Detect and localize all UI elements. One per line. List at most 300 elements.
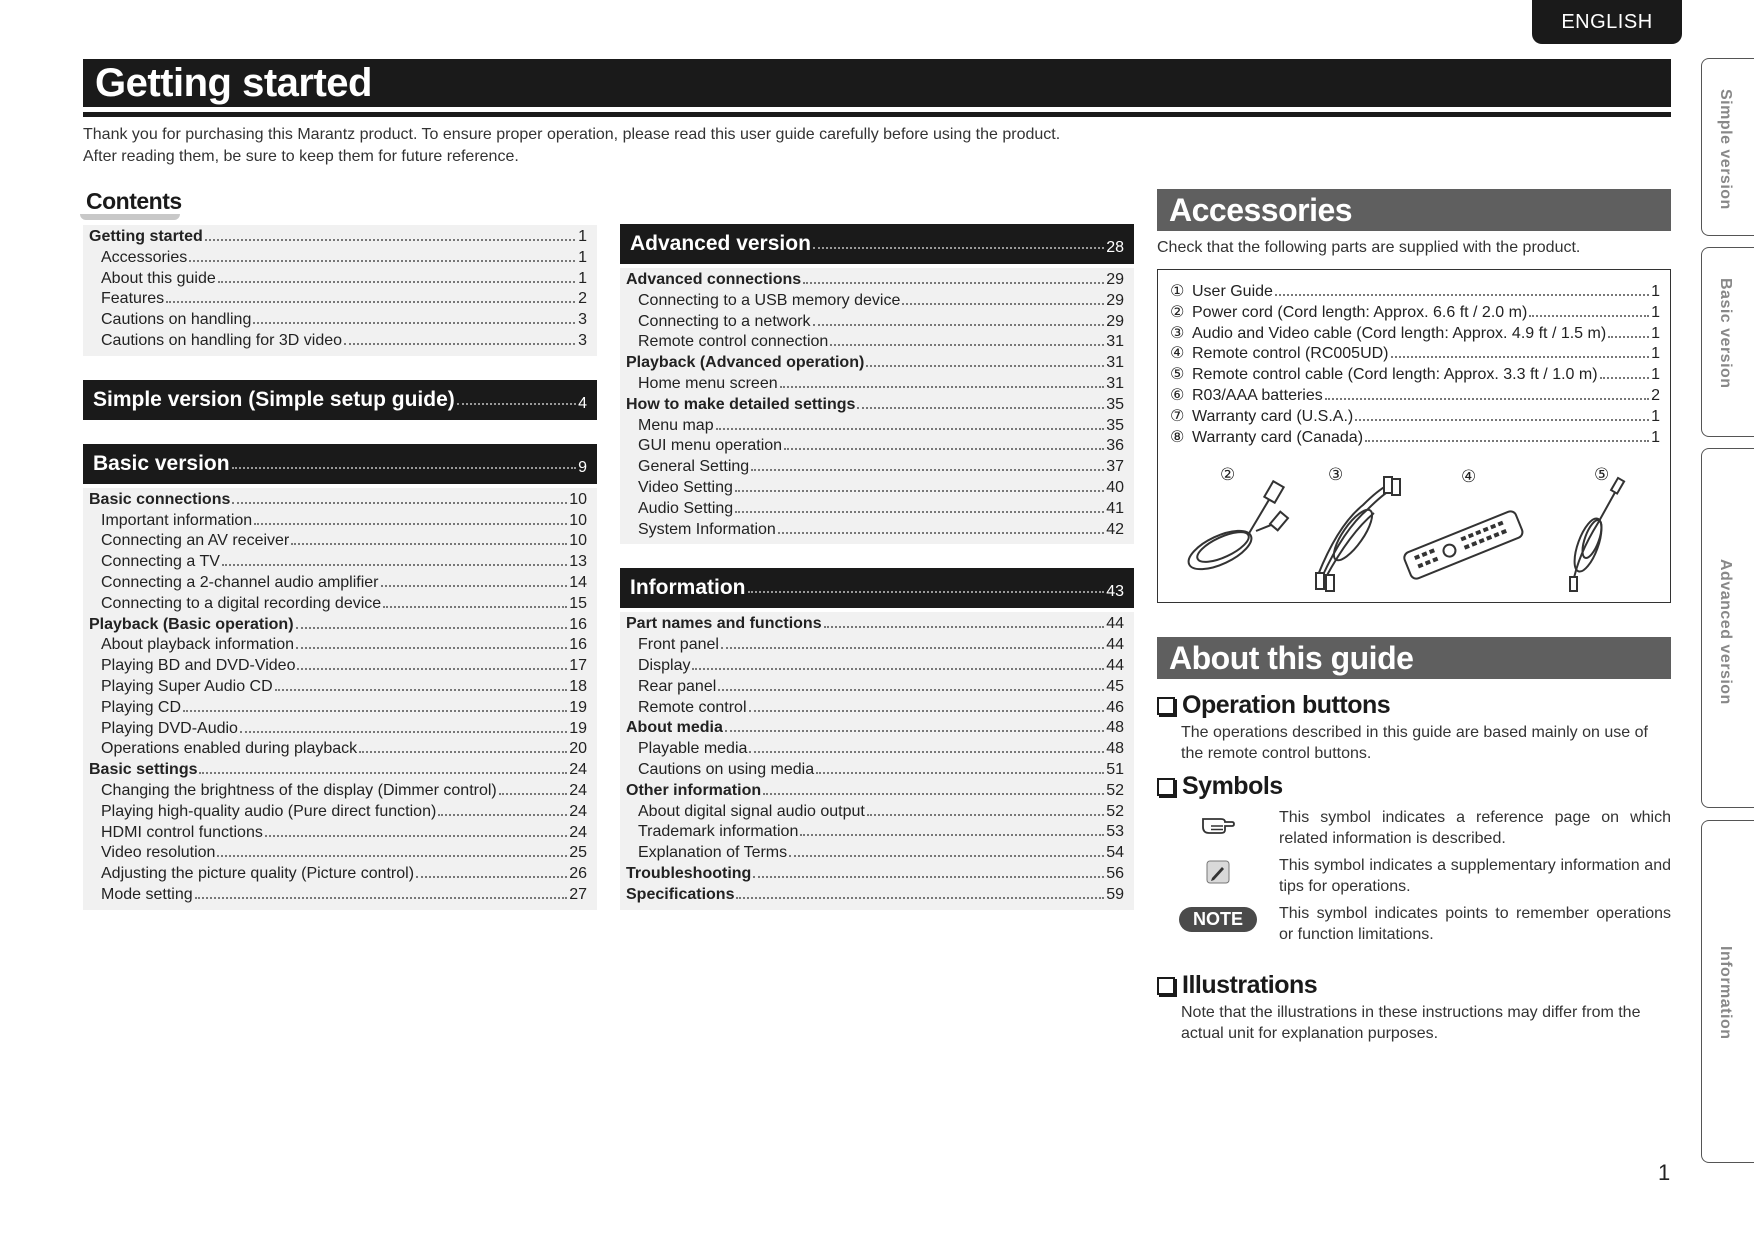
leader-dots [254, 523, 567, 525]
toc-entry-page: 15 [569, 594, 587, 612]
heading-text: Operation buttons [1182, 691, 1391, 719]
leader-dots [297, 668, 567, 670]
toc-entry[interactable] [626, 698, 1124, 719]
toc-entry[interactable] [626, 822, 1124, 843]
leader-dots [778, 532, 1104, 534]
accessory-label: R03/AAA batteries [1192, 386, 1323, 404]
toc-entry[interactable] [626, 843, 1124, 864]
accessory-quantity: 2 [1651, 386, 1660, 404]
accessory-item [1170, 365, 1660, 386]
leader-dots [296, 647, 567, 649]
symbol-row-supplementary [1157, 855, 1671, 897]
toc-entry-label: Playable media [638, 740, 748, 758]
figure-label: ⑤ [1594, 465, 1610, 484]
accessory-label: User Guide [1192, 283, 1273, 300]
toc-entry-label: Playing Super Audio CD [101, 677, 273, 695]
toc-entry-page: 31 [1106, 333, 1124, 351]
toc-entry-label: Other information [626, 781, 762, 799]
leader-dots [232, 502, 567, 504]
leader-dots [383, 606, 567, 608]
toc-entry-page: 10 [569, 532, 587, 550]
toc-entry[interactable] [626, 885, 1124, 906]
toc-entry-page: 16 [569, 615, 587, 633]
toc-entry-label: About digital signal audio output [638, 802, 865, 820]
operation-buttons-text: The operations described in this guide are based mainly on use of the remote control buttons. [1181, 724, 1648, 762]
leader-dots [784, 448, 1104, 450]
toc-entry-page: 24 [569, 823, 587, 841]
toc-entry[interactable] [626, 864, 1124, 885]
side-tab-simple-version[interactable] [1701, 58, 1754, 236]
toc-entry-label: Connecting to a digital recording device [101, 594, 382, 612]
heading-text: Illustrations [1182, 971, 1318, 999]
section-page: 43 [1106, 583, 1124, 601]
toc-entry[interactable] [626, 781, 1124, 802]
toc-entry-label: About media [626, 719, 723, 737]
toc-entry-label: Accessories [101, 248, 188, 266]
leader-dots [721, 647, 1104, 649]
accessory-label: Remote control cable (Cord length: Approx. 3.3 ft / 1.0 m) [1192, 366, 1598, 384]
leader-dots [1325, 398, 1649, 400]
accessory-quantity: 1 [1651, 345, 1660, 363]
toc-entry[interactable] [626, 802, 1124, 823]
accessories-note: Check that the following parts are supplied with the product. [1157, 239, 1581, 256]
toc-entry-label: Specifications [626, 885, 735, 903]
section-label: Simple version (Simple setup guide) [93, 387, 455, 411]
symbol-description: This symbol indicates a supplementary information and tips for operations. [1279, 857, 1671, 895]
leader-dots [296, 627, 568, 629]
toc-entry[interactable] [89, 511, 587, 532]
side-tab-label: Advanced version [1717, 559, 1734, 705]
leader-dots [803, 282, 1104, 284]
toc-entry[interactable] [89, 739, 587, 760]
toc-entry-label: Playback (Advanced operation) [626, 354, 865, 372]
toc-entry-label: About this guide [101, 269, 216, 287]
toc-entry-label: Cautions on handling for 3D video [101, 331, 343, 349]
toc-entry-label: Playing CD [101, 698, 182, 716]
leader-dots [240, 731, 567, 733]
toc-entry-page: 48 [1106, 719, 1124, 737]
toc-entry-label: Part names and functions [626, 615, 822, 633]
figure-label: ② [1220, 465, 1236, 484]
toc-entry-page: 31 [1106, 374, 1124, 392]
toc-entry-label: Changing the brightness of the display (Dimmer control) [101, 781, 497, 799]
toc-entry[interactable] [626, 677, 1124, 698]
toc-entry-label: Basic settings [89, 761, 198, 779]
leader-dots [857, 407, 1104, 409]
toc-entry-label: Troubleshooting [626, 864, 752, 882]
toc-entry-page: 44 [1106, 615, 1124, 633]
toc-entry-label: System Information [638, 520, 776, 538]
toc-entry-label: Remote control connection [638, 333, 829, 351]
toc-entry[interactable] [626, 353, 1124, 374]
toc-section-information[interactable] [620, 568, 1134, 608]
toc-entry-page: 29 [1106, 271, 1124, 288]
toc-entry[interactable] [626, 520, 1124, 541]
toc-column-1 [83, 225, 597, 910]
toc-block-basic [83, 488, 597, 910]
toc-entry[interactable] [626, 656, 1124, 677]
leader-dots [813, 247, 1104, 249]
leader-dots [902, 303, 1104, 305]
toc-entry[interactable] [89, 490, 587, 511]
toc-entry[interactable] [626, 436, 1124, 457]
leader-dots [789, 855, 1104, 857]
toc-entry-label: About playback information [101, 636, 294, 654]
toc-entry-page: 24 [569, 802, 587, 820]
toc-entry-page: 41 [1106, 499, 1124, 517]
leader-dots [222, 564, 567, 566]
accessory-number: ③ [1170, 324, 1185, 342]
leader-dots [199, 772, 567, 774]
accessories-drawing [1178, 465, 1648, 595]
leader-dots [381, 585, 568, 587]
leader-dots [753, 876, 1104, 878]
toc-block-information [620, 612, 1134, 909]
toc-entry-page: 56 [1106, 864, 1124, 882]
toc-section-simple-version[interactable] [83, 380, 597, 420]
accessory-item [1170, 324, 1660, 345]
toc-entry-page: 19 [569, 698, 587, 716]
leader-dots [1529, 315, 1649, 317]
section-page: 9 [578, 458, 587, 476]
toc-entry-label: Audio Setting [638, 499, 734, 517]
toc-entry-page: 52 [1106, 802, 1124, 820]
accessory-item [1170, 407, 1660, 428]
language-tab[interactable]: ENGLISH [1532, 0, 1682, 44]
toc-entry-page: 40 [1106, 478, 1124, 496]
accessory-quantity: 1 [1651, 324, 1660, 342]
figure-label: ④ [1461, 467, 1477, 486]
toc-entry[interactable] [89, 289, 587, 310]
toc-entry[interactable] [89, 573, 587, 594]
toc-entry-page: 2 [578, 290, 587, 308]
toc-entry-page: 45 [1106, 677, 1124, 695]
toc-entry[interactable] [89, 531, 587, 552]
toc-section-basic-version[interactable] [83, 444, 597, 484]
leader-dots [866, 365, 1104, 367]
operation-buttons-heading [1157, 691, 1671, 720]
leader-dots [749, 710, 1105, 712]
accessory-label: Warranty card (U.S.A.) [1192, 407, 1354, 425]
toc-entry-page: 25 [569, 844, 587, 862]
toc-entry[interactable] [626, 718, 1124, 739]
leader-dots [1355, 419, 1649, 421]
leader-dots [1600, 377, 1650, 379]
toc-entry[interactable] [626, 478, 1124, 499]
toc-entry[interactable] [626, 312, 1124, 333]
page-number: 1 [1658, 1160, 1671, 1185]
accessory-number: ⑤ [1170, 366, 1185, 384]
accessory-item [1170, 282, 1660, 303]
toc-column-2 [620, 224, 1134, 910]
toc-entry-page: 29 [1106, 291, 1124, 309]
pointing-hand-icon [1157, 807, 1279, 849]
accessory-label: Remote control (RC005UD) [1192, 345, 1389, 363]
symbol-row-note [1157, 903, 1671, 945]
toc-entry[interactable] [89, 802, 587, 823]
leader-dots [748, 591, 1105, 593]
toc-entry-label: Important information [101, 511, 253, 529]
toc-entry[interactable] [89, 656, 587, 677]
toc-entry[interactable] [89, 594, 587, 615]
toc-entry[interactable] [89, 781, 587, 802]
leader-dots [716, 428, 1105, 430]
toc-entry[interactable] [626, 760, 1124, 781]
accessory-label: Audio and Video cable (Cord length: Approx. 4.9 ft / 1.5 m) [1192, 324, 1607, 342]
intro-line-1: Thank you for purchasing this Marantz product. To ensure proper operation, please read this user guide carefully before using the product. [83, 126, 1061, 143]
toc-entry-page: 1 [578, 269, 587, 287]
toc-entry-label: Display [638, 656, 691, 674]
toc-section-advanced-version[interactable] [620, 224, 1134, 264]
accessory-number: ⑥ [1170, 386, 1185, 404]
toc-entry-page: 46 [1106, 698, 1124, 716]
side-tab-information[interactable] [1701, 820, 1754, 1163]
leader-dots [736, 897, 1104, 899]
toc-entry-page: 37 [1106, 458, 1124, 476]
leader-dots [183, 710, 567, 712]
leader-dots [1391, 356, 1650, 358]
leader-dots [718, 689, 1104, 691]
right-column [1157, 189, 1671, 1044]
toc-entry[interactable] [89, 331, 587, 352]
toc-entry-page: 10 [569, 490, 587, 508]
section-label: Basic version [93, 451, 230, 475]
toc-entry-label: Explanation of Terms [638, 844, 788, 862]
section-label: Information [630, 576, 746, 600]
accessory-label: Warranty card (Canada) [1192, 428, 1364, 446]
illustrations-heading [1157, 971, 1671, 1000]
toc-entry-page: 35 [1106, 395, 1124, 413]
toc-entry[interactable] [626, 374, 1124, 395]
toc-entry[interactable] [626, 739, 1124, 760]
accessory-number: ⑦ [1170, 407, 1185, 425]
about-guide-heading: About this guide [1157, 637, 1671, 679]
accessory-label: Power cord (Cord length: Approx. 6.6 ft / 2.0 m) [1192, 303, 1528, 321]
leader-dots [800, 834, 1104, 836]
toc-entry[interactable] [626, 499, 1124, 520]
toc-entry[interactable] [89, 227, 587, 248]
toc-entry[interactable] [626, 332, 1124, 353]
toc-entry[interactable] [89, 310, 587, 331]
toc-entry-label: Mode setting [101, 885, 193, 903]
toc-entry-page: 54 [1106, 844, 1124, 862]
leader-dots [195, 897, 568, 899]
toc-entry[interactable] [626, 416, 1124, 437]
leader-dots [749, 751, 1104, 753]
toc-entry[interactable] [89, 823, 587, 844]
leader-dots [816, 772, 1104, 774]
leader-dots [232, 467, 577, 469]
toc-entry-page: 31 [1106, 354, 1124, 372]
toc-entry[interactable] [89, 248, 587, 269]
toc-entry-page: 53 [1106, 823, 1124, 841]
leader-dots [725, 730, 1104, 732]
pencil-note-icon [1157, 855, 1279, 897]
toc-entry-label: Playback (Basic operation) [89, 615, 294, 633]
toc-entry-label: Video resolution [101, 844, 216, 862]
toc-entry-page: 1 [578, 248, 587, 266]
leader-dots [499, 793, 567, 795]
toc-entry-label: Connecting to a USB memory device [638, 291, 901, 309]
leader-dots [1365, 440, 1649, 442]
toc-entry[interactable] [626, 635, 1124, 656]
leader-dots [291, 543, 567, 545]
contents-heading: Contents [80, 188, 180, 220]
toc-entry-label: Cautions on handling [101, 311, 252, 329]
leader-dots [1608, 336, 1649, 338]
toc-entry-label: Menu map [638, 416, 714, 434]
toc-entry-page: 13 [569, 553, 587, 571]
toc-entry[interactable] [626, 395, 1124, 416]
leader-dots [867, 814, 1104, 816]
side-tab-label: Basic version [1717, 278, 1734, 389]
toc-entry-label: Cautions on using media [638, 760, 815, 778]
remote-control-icon [1403, 510, 1525, 581]
toc-entry[interactable] [626, 291, 1124, 312]
toc-entry[interactable] [626, 614, 1124, 635]
toc-entry-page: 14 [569, 573, 587, 591]
toc-entry-page: 27 [569, 885, 587, 903]
leader-dots [824, 626, 1105, 628]
toc-entry[interactable] [89, 719, 587, 740]
toc-entry-page: 35 [1106, 416, 1124, 434]
toc-entry-page: 16 [569, 636, 587, 654]
toc-entry-page: 26 [569, 865, 587, 883]
toc-entry-label: GUI menu operation [638, 437, 783, 455]
symbol-description: This symbol indicates points to remember operations or function limitations. [1279, 905, 1671, 943]
toc-entry-page: 52 [1106, 781, 1124, 799]
checkbox-bullet-icon [1157, 778, 1175, 796]
toc-entry[interactable] [89, 552, 587, 573]
toc-entry[interactable] [89, 635, 587, 656]
toc-entry-label: Home menu screen [638, 374, 778, 392]
toc-entry-page: 1 [578, 228, 587, 245]
toc-entry-page: 20 [569, 740, 587, 758]
accessory-quantity: 1 [1651, 283, 1660, 300]
toc-entry[interactable] [89, 677, 587, 698]
accessory-item [1170, 386, 1660, 407]
leader-dots [416, 876, 567, 878]
symbol-row-reference [1157, 807, 1671, 849]
section-label: Advanced version [630, 232, 811, 255]
toc-entry[interactable] [89, 760, 587, 781]
illustrations-text: Note that the illustrations in these instructions may differ from the actual unit for explanation purposes. [1181, 1004, 1641, 1042]
toc-entry[interactable] [89, 698, 587, 719]
accessory-number: ① [1170, 283, 1185, 300]
toc-entry[interactable] [89, 843, 587, 864]
toc-entry[interactable] [89, 269, 587, 290]
leader-dots [359, 751, 567, 753]
toc-entry-label: Advanced connections [626, 271, 802, 288]
toc-entry-page: 24 [569, 781, 587, 799]
toc-entry-label: Rear panel [638, 677, 717, 695]
toc-entry-label: Front panel [638, 636, 719, 654]
remote-cable-icon [1569, 478, 1624, 591]
toc-entry-label: Basic connections [89, 490, 231, 508]
toc-entry-label: How to make detailed settings [626, 395, 856, 413]
leader-dots [830, 344, 1104, 346]
leader-dots [217, 855, 567, 857]
checkbox-bullet-icon [1157, 697, 1175, 715]
accessories-box [1157, 269, 1671, 603]
symbol-description: This symbol indicates a reference page on which related information is described. [1279, 809, 1671, 847]
leader-dots [265, 835, 567, 837]
toc-entry-page: 44 [1106, 656, 1124, 674]
leader-dots [735, 490, 1104, 492]
toc-entry-label: Features [101, 290, 165, 308]
side-tab-label: Simple version [1717, 89, 1734, 210]
leader-dots [780, 386, 1105, 388]
toc-entry-page: 29 [1106, 312, 1124, 330]
toc-entry-page: 48 [1106, 740, 1124, 758]
accessory-number: ② [1170, 303, 1185, 321]
intro-line-2: After reading them, be sure to keep them for future reference. [83, 148, 519, 165]
toc-entry-page: 36 [1106, 437, 1124, 455]
accessories-heading: Accessories [1157, 189, 1671, 231]
leader-dots [189, 260, 575, 262]
toc-entry-page: 19 [569, 719, 587, 737]
accessory-number: ④ [1170, 345, 1185, 363]
toc-entry-page: 18 [569, 677, 587, 695]
power-cord-icon [1183, 481, 1288, 577]
accessories-list [1170, 282, 1660, 448]
about-guide-section [1157, 637, 1671, 1044]
toc-entry-label: Connecting a TV [101, 553, 220, 571]
section-page: 28 [1106, 239, 1124, 256]
leader-dots [751, 469, 1104, 471]
leader-dots [253, 322, 575, 324]
leader-dots [457, 403, 576, 405]
toc-block-getting-started [83, 225, 597, 356]
leader-dots [438, 814, 567, 816]
av-cable-icon [1316, 477, 1400, 591]
section-page: 4 [578, 394, 587, 412]
leader-dots [218, 281, 575, 283]
toc-entry[interactable] [89, 864, 587, 885]
toc-entry-page: 24 [569, 761, 587, 779]
toc-entry-page: 44 [1106, 636, 1124, 654]
leader-dots [735, 511, 1104, 513]
leader-dots [205, 239, 575, 241]
accessory-item [1170, 303, 1660, 324]
toc-entry-label: Remote control [638, 698, 747, 716]
toc-entry-label: Playing BD and DVD-Video [101, 657, 296, 675]
toc-block-advanced [620, 268, 1134, 544]
toc-entry[interactable] [89, 885, 587, 906]
toc-entry[interactable] [626, 270, 1124, 291]
note-badge-icon [1157, 903, 1279, 945]
leader-dots [166, 301, 575, 303]
side-tab-advanced-version[interactable] [1701, 448, 1754, 808]
title-rule [83, 112, 1671, 117]
toc-entry-label: Video Setting [638, 478, 733, 496]
heading-text: Symbols [1182, 772, 1283, 800]
side-tab-basic-version[interactable] [1701, 247, 1754, 437]
leader-dots [813, 324, 1105, 326]
toc-entry-label: HDMI control functions [101, 823, 263, 841]
toc-entry-page: 17 [569, 657, 587, 675]
toc-entry-label: General Setting [638, 458, 750, 476]
toc-entry-label: Playing high-quality audio (Pure direct function) [101, 802, 437, 820]
symbols-heading [1157, 772, 1671, 801]
accessory-quantity: 1 [1651, 407, 1660, 425]
accessory-quantity: 1 [1651, 303, 1660, 321]
toc-entry[interactable] [89, 615, 587, 636]
toc-entry-page: 3 [578, 331, 587, 349]
toc-entry[interactable] [626, 457, 1124, 478]
accessory-item [1170, 344, 1660, 365]
leader-dots [1275, 294, 1649, 296]
